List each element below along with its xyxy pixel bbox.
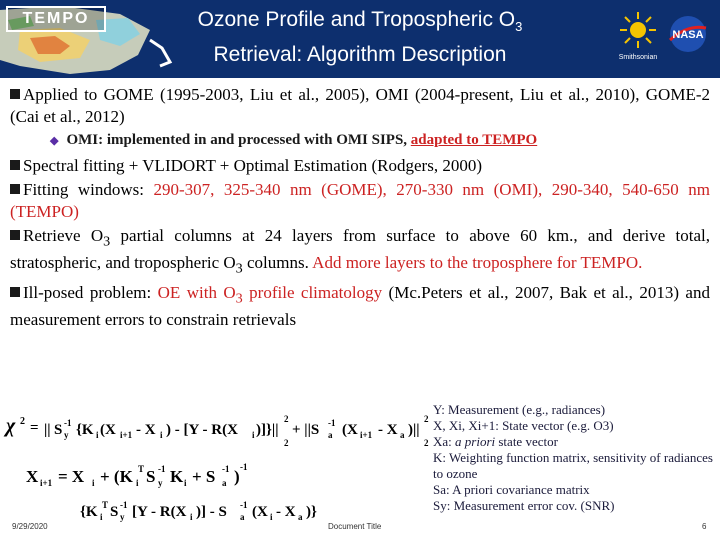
svg-text:i: i [270, 512, 273, 522]
svg-text:a: a [222, 478, 227, 488]
svg-text:+ S: + S [192, 467, 216, 486]
bullet-square-icon [10, 89, 20, 99]
svg-text:a: a [298, 512, 303, 522]
bullet-ill-posed: Ill-posed problem: OE with $O_3$ profile climatology (Mc.Peters et al., 2007, Bak et al., 2013) and measurement errors to constrain retrievals [10, 282, 710, 330]
bullet-square-icon [10, 230, 20, 240]
svg-text:=: = [30, 420, 39, 436]
svg-text:i: i [184, 478, 187, 488]
smithsonian-label: Smithsonian [618, 54, 658, 61]
svg-text:-1: -1 [328, 418, 336, 428]
svg-text:{K: {K [80, 504, 98, 520]
footer-doc-title: Document Title [328, 522, 382, 531]
svg-text:i+1: i+1 [360, 430, 373, 440]
smithsonian-sun-icon [618, 10, 658, 50]
svg-text:2: 2 [20, 416, 25, 427]
svg-text:-1: -1 [222, 464, 230, 474]
svg-text:a: a [240, 512, 245, 522]
svg-text:(X: (X [252, 504, 268, 520]
bullet-square-icon [10, 184, 20, 194]
svg-text:i: i [136, 478, 139, 488]
svg-text:K: K [170, 467, 184, 486]
svg-text:+ (K: + (K [100, 467, 133, 486]
nasa-label: NASA [672, 29, 704, 41]
svg-text:): ) [234, 467, 240, 486]
svg-text:y: y [64, 430, 69, 440]
optimal-estimation-equations [0, 398, 430, 528]
svg-text:)}: )} [306, 504, 317, 520]
bullet-retrieve: Retrieve $O_3$ partial columns at 24 layers from surface to above 60 km., and derive total, stratospheric, and tropospheric $O_3$ columns. Add more layers to the troposphere for TEMPO. [10, 226, 711, 277]
legend-y: Y: Measurement (e.g., radiances) [433, 402, 606, 417]
svg-text:y: y [120, 512, 125, 522]
svg-text:X: X [26, 467, 39, 486]
svg-text:)||: )|| [408, 422, 420, 438]
footer-date: 9/29/2020 [12, 522, 48, 531]
svg-text:)] - S: )] - S [196, 504, 227, 520]
svg-text:- X: - X [136, 422, 156, 438]
nasa-logo-icon [666, 14, 710, 54]
footer-page-number: 6 [702, 522, 707, 531]
diamond-bullet-icon: ◆ [50, 135, 59, 147]
svg-text:- X: - X [276, 504, 296, 520]
legend-sy: Sy: Measurement error cov. (SNR) [433, 498, 615, 513]
slide-header [0, 0, 720, 78]
svg-text:+ ||S: + ||S [292, 422, 320, 438]
bullet-spectral: Spectral fitting + VLIDORT + Optimal Estimation (Rodgers, 2000) [10, 155, 710, 177]
svg-text:a: a [400, 430, 405, 440]
svg-text:T: T [138, 464, 145, 474]
svg-text:i: i [252, 430, 255, 440]
tempo-logo: TEMPO [6, 6, 106, 32]
sub-bullet-omi: ◆ OMI: implemented in and processed with OMI SIPS, adapted to TEMPO [50, 130, 710, 151]
bullet-square-icon [10, 160, 20, 170]
svg-text:2: 2 [284, 414, 289, 424]
svg-text:(X: (X [342, 422, 358, 438]
svg-text:-1: -1 [240, 500, 248, 510]
legend-k: K: Weighting function matrix, sensitivity of radiances to ozone [433, 450, 713, 481]
svg-text:i+1: i+1 [120, 430, 133, 440]
svg-text:||: || [44, 422, 51, 438]
svg-text:2: 2 [424, 414, 429, 424]
svg-text:(X: (X [100, 422, 116, 438]
svg-text:-1: -1 [120, 500, 128, 510]
bullet-list [10, 84, 710, 333]
svg-text:S: S [146, 467, 156, 486]
legend-xa: Xa: a priori state vector [433, 434, 558, 449]
svg-text:-1: -1 [64, 418, 72, 428]
svg-text:y: y [158, 478, 163, 488]
slide-title: Ozone Profile and Tropospheric $O_3$ Retrieval: Algorithm Description [197, 8, 523, 67]
bullet-windows: Fitting windows: 290-307, 325-340 nm (GOME), 270-330 nm (OMI), 290-340, 540-650 nm (TEMPO) [10, 180, 710, 221]
svg-text:- X: - X [378, 422, 398, 438]
svg-text:{K: {K [76, 422, 94, 438]
svg-text:-1: -1 [158, 464, 166, 474]
bullet-gome: Applied to GOME (1995-2003, Liu et al., 2005), OMI (2004-present, Liu et al., 2010), GOME-2 (Cai et al., 2012) [10, 85, 710, 126]
svg-text:= X: = X [58, 467, 85, 486]
svg-text:S: S [110, 504, 119, 520]
variable-legend [433, 402, 713, 514]
svg-text:χ: χ [6, 415, 16, 437]
bullet-square-icon [10, 287, 20, 297]
svg-text:i: i [190, 512, 193, 522]
svg-text:i: i [92, 478, 95, 488]
svg-text:) - [Y - R(X: ) - [Y - R(X [166, 422, 238, 438]
svg-text:a: a [328, 430, 333, 440]
svg-text:)]}||: )]}|| [256, 422, 279, 438]
svg-text:i: i [100, 512, 103, 522]
svg-text:i+1: i+1 [40, 478, 53, 488]
svg-text:T: T [102, 500, 109, 510]
svg-text:2: 2 [284, 438, 289, 448]
svg-text:[Y - R(X: [Y - R(X [132, 504, 187, 520]
tempo-adaptation-text: adapted to TEMPO [410, 132, 538, 148]
svg-text:i: i [96, 430, 99, 440]
svg-text:i: i [160, 430, 163, 440]
legend-x: X, Xi, Xi+1: State vector (e.g. O3) [433, 418, 614, 433]
svg-text:S: S [54, 422, 63, 438]
svg-text:2: 2 [424, 438, 429, 448]
svg-text:-1: -1 [240, 462, 248, 472]
legend-sa: Sa: A priori covariance matrix [433, 482, 590, 497]
